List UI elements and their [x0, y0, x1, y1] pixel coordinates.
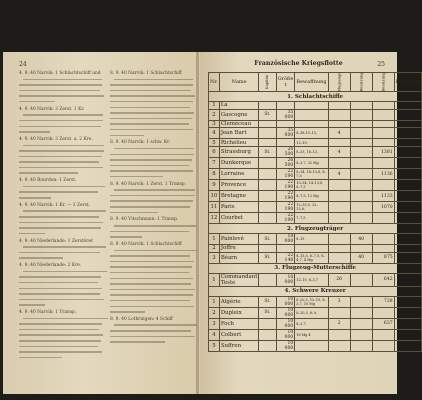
cell-nr: 9 — [209, 180, 220, 191]
table-row — [209, 120, 422, 128]
paragraph-head: 8. 9. 40 Narvik: 1 Zerst. 1 Transp. — [110, 181, 186, 187]
cell-bem — [394, 147, 422, 158]
cell-bew: 10–34, 14–13,8, 8–7,5 — [295, 180, 328, 191]
header-klasse: Kapitän — [259, 73, 276, 92]
cell-nr: 4 — [209, 329, 220, 340]
cell-bem — [394, 318, 422, 329]
text-paragraph — [110, 242, 196, 315]
paragraph-head: 8. 9. 40 Narvik: 1 Schlachtschiff — [110, 241, 182, 247]
cell-kl: St. — [259, 109, 276, 120]
text-line — [19, 302, 105, 308]
cell-name: La — [219, 102, 259, 110]
cell-name: Gascogne — [219, 109, 259, 120]
cell-fz — [328, 245, 350, 253]
paragraph-head: 4. 9. 40 Narvik: 3 Zerst. a. 2 Kre. — [19, 136, 93, 142]
cell-bem — [394, 180, 422, 191]
cell-wd — [350, 180, 372, 191]
paragraph-head: 8. 9. 40 Narvik: 1 schw. Kr. — [110, 140, 171, 146]
paragraph-head: 4. 9. 40 Bourdon: 1 Zerst. — [19, 178, 77, 184]
paragraph-head: 4. 9. 40 Narvik: 1 Transp. — [19, 310, 77, 316]
section-row — [209, 224, 422, 234]
table-row — [209, 147, 422, 158]
page-title: Französische Kriegsflotte — [254, 60, 343, 67]
cell-kl — [259, 180, 276, 191]
text-line — [19, 255, 105, 261]
cell-kl — [259, 318, 276, 329]
cell-kl: St. — [259, 296, 276, 307]
cell-bes — [372, 329, 394, 340]
cell-name: Dunkerque — [219, 158, 259, 169]
text-line — [19, 231, 105, 237]
cell-fz — [328, 234, 350, 245]
cell-bes — [372, 120, 394, 128]
table-row — [209, 273, 422, 286]
section-row — [209, 286, 422, 296]
text-line — [110, 234, 196, 240]
cell-fz — [328, 158, 350, 169]
cell-nr: 1 — [209, 102, 220, 110]
cell-nr: 1 — [209, 234, 220, 245]
cell-fz — [328, 340, 350, 351]
cell-gr: 22 190 — [276, 169, 295, 180]
cell-nr: 5 — [209, 340, 220, 351]
left-text-column-1 — [19, 71, 105, 384]
cell-wd — [350, 120, 372, 128]
cell-wd — [350, 307, 372, 318]
cell-nr: 8 — [209, 169, 220, 180]
cell-fz: 4 — [328, 169, 350, 180]
cell-bew: 8–34, 14–13,8, 8–7,5 — [296, 170, 327, 179]
cell-bem — [394, 245, 422, 253]
cell-fz — [328, 102, 350, 110]
cell-fz — [328, 191, 350, 202]
text-line — [110, 133, 196, 139]
right-page-number: 25 — [377, 61, 385, 68]
text-line — [19, 99, 105, 105]
text-paragraph — [110, 182, 196, 216]
cell-bew: 8–15 — [295, 234, 328, 245]
table-row — [209, 139, 422, 147]
cell-bew: 7–7,5 — [295, 213, 328, 224]
cell-wd — [350, 102, 372, 110]
cell-bem — [394, 213, 422, 224]
cell-gr: 26 500 — [276, 147, 295, 158]
cell-gr: 10 000 — [276, 273, 295, 286]
cell-bew — [295, 102, 328, 110]
cell-bem — [394, 158, 422, 169]
cell-gr: 22 190 — [276, 180, 295, 191]
text-paragraph — [19, 263, 105, 308]
header-groesse: Größe t — [276, 73, 295, 92]
cell-kl — [259, 120, 276, 128]
cell-nr: 1 — [209, 296, 220, 307]
header-nr: Nr. — [209, 73, 220, 92]
cell-bem — [394, 120, 422, 128]
table-row — [209, 202, 422, 213]
cell-bem — [394, 202, 422, 213]
text-paragraph — [19, 239, 105, 261]
cell-kl — [259, 191, 276, 202]
cell-name: Jean Bart — [219, 128, 259, 139]
table-row — [209, 128, 422, 139]
book-spread — [3, 52, 421, 394]
cell-name: Painlevé — [219, 234, 259, 245]
table-row — [209, 213, 422, 224]
cell-bes — [372, 139, 394, 147]
cell-kl: St. — [259, 252, 276, 263]
cell-nr: 3 — [209, 252, 220, 263]
cell-kl: St. — [259, 234, 276, 245]
section-title: 1. Schlachtschiffe — [209, 92, 422, 102]
paragraph-head: 4. 9. 40 Narvik: 3 Zerst. 1 Kr. — [19, 106, 85, 112]
cell-fz — [328, 109, 350, 120]
cell-nr: 3 — [209, 120, 220, 128]
cell-kl: St. — [259, 147, 276, 158]
cell-kl — [259, 158, 276, 169]
cell-name: Algérie — [219, 296, 259, 307]
cell-bes: 637 — [372, 318, 394, 329]
cell-bes — [372, 234, 394, 245]
cell-bes — [372, 109, 394, 120]
cell-bew: 8–38,15–15, — [295, 128, 328, 139]
paragraph-head: 4. 9. 40 Narvik: 1 Schlachtschiff und — [19, 71, 101, 76]
cell-bes: 875 — [372, 252, 394, 263]
cell-bew — [295, 340, 328, 351]
cell-bem — [394, 128, 422, 139]
header-bewaffnung: Bewaffnung — [295, 73, 328, 92]
table-row — [209, 191, 422, 202]
cell-bem — [394, 340, 422, 351]
text-paragraph — [110, 217, 196, 239]
cell-wd — [350, 318, 372, 329]
cell-bew: 12–10, — [295, 139, 328, 147]
cell-gr: 10 000 — [276, 318, 295, 329]
paragraph-head: 4. 9. 40 Niederlande: 1 Zerstörer — [19, 238, 94, 244]
cell-fz — [328, 180, 350, 191]
cell-name: Colbert — [219, 329, 259, 340]
table-row — [209, 102, 422, 110]
cell-gr: 10 000 — [276, 296, 295, 307]
cell-bem — [394, 191, 422, 202]
cell-fz: 4 — [328, 147, 350, 158]
cell-bes — [372, 307, 394, 318]
cell-wd: 40 — [350, 252, 372, 263]
cell-name: Courbet — [219, 213, 259, 224]
section-row — [209, 92, 422, 102]
cell-wd — [350, 213, 372, 224]
text-line — [110, 210, 196, 216]
header-bemerkung: Bemerkg. — [394, 73, 422, 92]
cell-fz — [328, 307, 350, 318]
cell-bew: 8–15,5, 6–7,5, 8–4,7, 4 Mg — [295, 252, 328, 263]
cell-fz: 26 — [328, 273, 350, 286]
left-page-number: 24 — [19, 61, 27, 68]
text-line — [19, 355, 105, 361]
cell-bes — [372, 180, 394, 191]
cell-nr: 4 — [209, 128, 220, 139]
cell-bes: 1381 — [372, 147, 394, 158]
cell-kl — [259, 202, 276, 213]
table-row — [209, 109, 422, 120]
cell-wd — [350, 273, 372, 286]
cell-gr — [276, 139, 295, 147]
cell-bem — [394, 307, 422, 318]
cell-name: Cleméceau — [219, 120, 259, 128]
text-line — [19, 170, 105, 176]
cell-bes: 1133 — [372, 191, 394, 202]
cell-gr: 35 000 — [276, 128, 295, 139]
cell-bew: 8–20,3, 8–9, — [295, 307, 328, 318]
cell-wd — [350, 340, 372, 351]
cell-nr: 6 — [209, 147, 220, 158]
table-row — [209, 296, 422, 307]
cell-name: Lorraine — [219, 169, 259, 180]
text-paragraph — [110, 140, 196, 179]
cell-bew — [295, 120, 328, 128]
cell-bem — [394, 169, 422, 180]
cell-bes — [372, 128, 394, 139]
cell-bes — [372, 213, 394, 224]
cell-wd — [350, 139, 372, 147]
cell-bew: 8–20,3, 12–10, 8–3,7, 10 Mg — [296, 297, 327, 306]
cell-bes — [372, 158, 394, 169]
cell-gr: 10 000 — [276, 307, 295, 318]
cell-kl — [259, 169, 276, 180]
cell-gr — [276, 245, 295, 253]
cell-fz: 4 — [328, 128, 350, 139]
header-besatzung: Besatzung — [372, 73, 394, 92]
cell-kl — [259, 273, 276, 286]
text-paragraph — [19, 137, 105, 176]
cell-bew — [295, 245, 328, 253]
cell-wd — [350, 158, 372, 169]
fleet-table — [208, 72, 422, 352]
cell-bes — [372, 245, 394, 253]
cell-bem — [394, 329, 422, 340]
cell-bew: 8–3,7, — [295, 318, 328, 329]
paragraph-head: 8. 9. 40 Lothringen: 4 Schiff — [110, 316, 173, 322]
cell-bem — [394, 273, 422, 286]
cell-wd: 40 — [350, 234, 372, 245]
cell-kl — [259, 102, 276, 110]
cell-wd — [350, 147, 372, 158]
cell-kl — [259, 245, 276, 253]
cell-wd — [350, 245, 372, 253]
cell-gr: 18 000 — [276, 234, 295, 245]
cell-bes: 1070 — [372, 202, 394, 213]
cell-nr: 12 — [209, 213, 220, 224]
cell-bes: 642 — [372, 273, 394, 286]
cell-nr: 1 — [209, 273, 220, 286]
cell-fz — [328, 120, 350, 128]
cell-bem — [394, 234, 422, 245]
cell-name: Béarn — [219, 252, 259, 263]
table-row — [209, 318, 422, 329]
cell-bes: 1136 — [372, 169, 394, 180]
section-title: 2. Flugzeugträger — [209, 224, 422, 234]
cell-kl — [259, 128, 276, 139]
text-paragraph — [19, 203, 105, 237]
cell-name: Foch — [219, 318, 259, 329]
section-row — [209, 263, 422, 273]
cell-gr: 35 000 — [276, 109, 295, 120]
table-row — [209, 158, 422, 169]
table-row — [209, 234, 422, 245]
text-paragraph — [19, 107, 105, 135]
text-paragraph — [110, 317, 196, 345]
right-page — [200, 52, 421, 394]
cell-name: Bretagne — [219, 191, 259, 202]
cell-nr: 2 — [209, 109, 220, 120]
cell-gr: 10 000 — [276, 329, 295, 340]
text-paragraph — [19, 178, 105, 200]
paragraph-head: 4. 9. 40 Niederlande: 2 Kre. — [19, 263, 82, 269]
section-title: 3. Flugzeug-Mutterschiffe — [209, 263, 422, 273]
cell-gr — [276, 120, 295, 128]
cell-nr: 5 — [209, 139, 220, 147]
cell-bem — [394, 139, 422, 147]
section-title: 4. Schwere Kreuzer — [209, 286, 422, 296]
text-paragraph — [110, 71, 196, 138]
cell-wd — [350, 109, 372, 120]
table-row — [209, 245, 422, 253]
cell-bew: 16 Mg 4 — [295, 329, 328, 340]
cell-bew: 8–7,5, 12 Mg — [295, 191, 328, 202]
cell-bes: 728 — [372, 296, 394, 307]
table-row — [209, 169, 422, 180]
text-line — [110, 339, 196, 345]
text-line — [110, 174, 196, 180]
cell-nr: 2 — [209, 307, 220, 318]
cell-gr: 22 190 — [276, 202, 295, 213]
cell-bem — [394, 252, 422, 263]
cell-bes — [372, 102, 394, 110]
cell-gr: 26 500 — [276, 158, 295, 169]
paragraph-head: 8. 9. 40 Narvik: 1 Schlachtschiff — [110, 71, 182, 76]
header-flugzeuge: Flugzeuge — [328, 73, 350, 92]
cell-kl: St. — [259, 307, 276, 318]
cell-fz — [328, 213, 350, 224]
table-row — [209, 307, 422, 318]
cell-fz — [328, 329, 350, 340]
cell-nr: 3 — [209, 318, 220, 329]
cell-bew: 8–33, 16–13, — [295, 147, 328, 158]
cell-gr: 22 146 — [276, 252, 295, 263]
header-besatzung-alt: Besatzung — [350, 73, 372, 92]
table-header-row — [209, 73, 422, 92]
cell-fz — [328, 202, 350, 213]
cell-bew: 8–3,7, 32 Mg — [295, 158, 328, 169]
cell-bem — [394, 102, 422, 110]
cell-name: Suffren — [219, 340, 259, 351]
cell-bew — [295, 109, 328, 120]
cell-kl — [259, 340, 276, 351]
cell-name: Paris — [219, 202, 259, 213]
cell-name: Richelieu — [219, 139, 259, 147]
cell-kl — [259, 213, 276, 224]
cell-fz: 2 — [328, 318, 350, 329]
cell-fz — [328, 252, 350, 263]
cell-fz — [328, 139, 350, 147]
cell-bes — [372, 340, 394, 351]
cell-gr — [276, 102, 295, 110]
cell-bew: 12–30,5, 22–13,8, — [295, 202, 328, 213]
text-line — [110, 309, 196, 315]
cell-nr: 7 — [209, 158, 220, 169]
cell-gr: 22 190 — [276, 213, 295, 224]
left-page — [3, 52, 200, 394]
cell-wd — [350, 329, 372, 340]
fleet-table-body — [209, 92, 422, 352]
table-row — [209, 180, 422, 191]
book-gutter — [196, 52, 199, 394]
cell-name: Dupleix — [219, 307, 259, 318]
cell-wd — [350, 296, 372, 307]
left-text-column-2 — [110, 71, 196, 384]
cell-name: Strassburg — [219, 147, 259, 158]
paragraph-head: 8. 9. 40 Vitschmann: 1 Transp. — [110, 217, 179, 223]
table-row — [209, 329, 422, 340]
cell-gr: 10 000 — [276, 340, 295, 351]
table-row — [209, 252, 422, 263]
cell-wd — [350, 128, 372, 139]
cell-nr: 11 — [209, 202, 220, 213]
cell-nr: 2 — [209, 245, 220, 253]
cell-wd — [350, 202, 372, 213]
cell-name: Joffre — [219, 245, 259, 253]
header-name: Name — [219, 73, 259, 92]
text-line — [19, 195, 105, 201]
paragraph-head: 4. 9. 40 Narvik: 1 Kr. — 3 Zerst. — [19, 202, 91, 208]
cell-kl — [259, 139, 276, 147]
cell-wd — [350, 169, 372, 180]
text-line — [19, 129, 105, 135]
cell-nr: 10 — [209, 191, 220, 202]
cell-bem — [394, 109, 422, 120]
cell-fz: 3 — [328, 296, 350, 307]
table-row — [209, 340, 422, 351]
cell-name: Commandant Teste — [220, 273, 258, 286]
cell-kl — [259, 329, 276, 340]
text-paragraph — [19, 310, 105, 360]
cell-bem — [394, 296, 422, 307]
text-paragraph — [19, 71, 105, 105]
cell-gr: 22 190 — [276, 191, 295, 202]
cell-name: Provence — [219, 180, 259, 191]
cell-bew: 12–10, 8–3,7 — [295, 273, 328, 286]
cell-wd — [350, 191, 372, 202]
